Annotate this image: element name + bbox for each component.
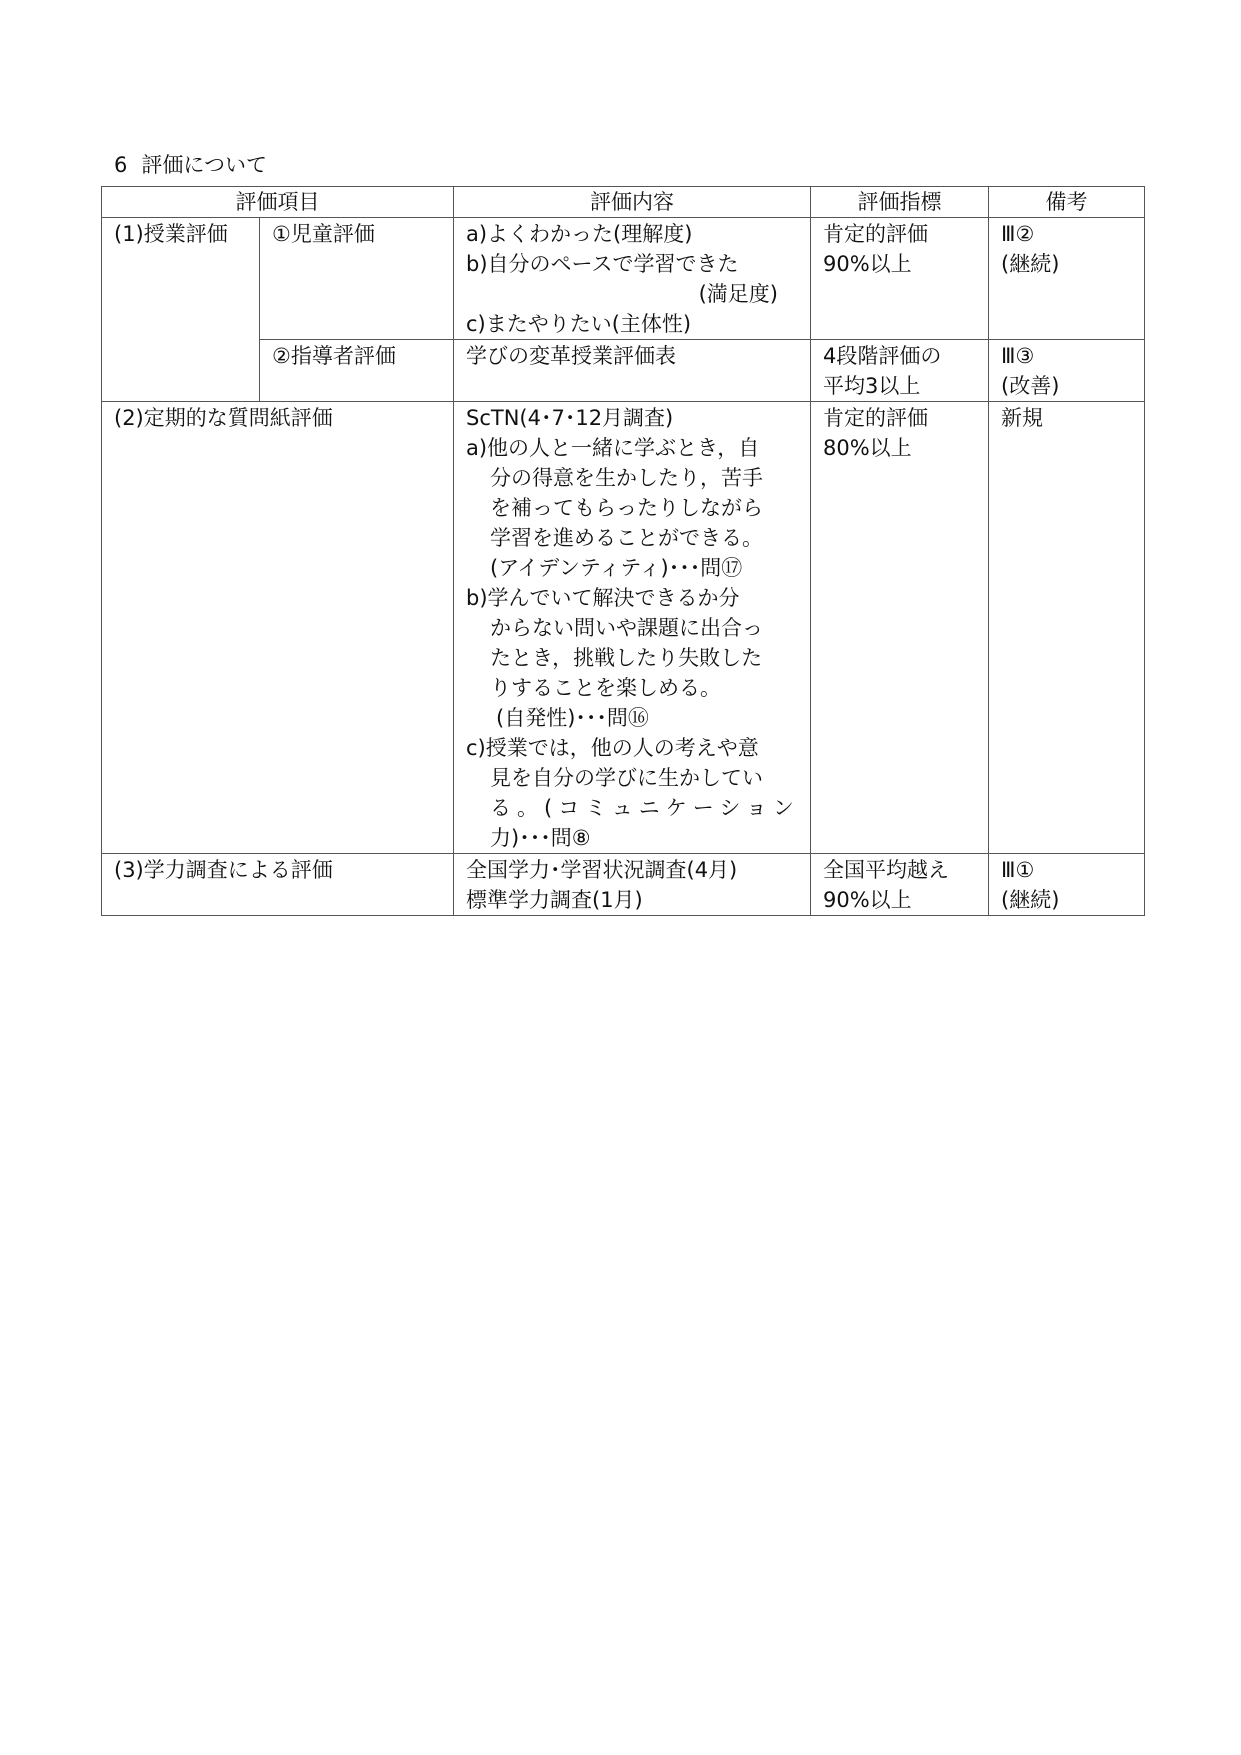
table-row bbox=[102, 402, 1145, 854]
remarks-line: (改善) bbox=[1001, 374, 1060, 398]
content-item-line: (アイデンティティ)･･･問⑰ bbox=[490, 556, 743, 580]
category-cell bbox=[102, 218, 260, 402]
content-item-line: る。(コミュニケーション bbox=[490, 796, 800, 820]
content-item-line: たとき，挑戦したり失敗した bbox=[490, 646, 763, 670]
category-label: (3)学力調査による評価 bbox=[114, 858, 333, 882]
content-item-line: 見を自分の学びに生かしてい bbox=[490, 766, 763, 790]
content-item-line: からない問いや課題に出合っ bbox=[490, 616, 763, 640]
indicator-cell bbox=[811, 218, 989, 340]
content-item-line: りすることを楽しめる。 bbox=[490, 676, 721, 700]
content-title: ScTN(4･7･12月調査) bbox=[466, 406, 674, 430]
content-item-head: c)授業では，他の人の考えや意 bbox=[466, 736, 759, 760]
remarks-line: Ⅲ① bbox=[1001, 858, 1035, 882]
indicator-cell bbox=[811, 402, 989, 854]
remarks-line: (継続) bbox=[1001, 252, 1060, 276]
indicator-line: 全国平均越え bbox=[823, 858, 949, 882]
sub-item-cell bbox=[260, 340, 454, 402]
content-item-line: (自発性)･･･問⑯ bbox=[496, 706, 649, 730]
remarks-line: (継続) bbox=[1001, 888, 1060, 912]
table-row bbox=[102, 854, 1145, 916]
content-line: 学びの変革授業評価表 bbox=[466, 344, 676, 368]
section-number: 6 bbox=[114, 153, 128, 177]
indicator-cell bbox=[811, 340, 989, 402]
content-item-head: a)他の人と一緒に学ぶとき，自 bbox=[466, 436, 760, 460]
content-item-line: を補ってもらったりしながら bbox=[490, 496, 763, 520]
header-indicator: 評価指標 bbox=[811, 187, 989, 218]
indicator-line: 80%以上 bbox=[823, 436, 912, 460]
evaluation-table bbox=[101, 186, 1145, 916]
remarks-cell bbox=[989, 854, 1145, 916]
sub-item-cell bbox=[260, 218, 454, 340]
content-item-line: 分の得意を生かしたり，苦手 bbox=[490, 466, 763, 490]
table-row bbox=[102, 218, 1145, 340]
indicator-line: 肯定的評価 bbox=[823, 222, 928, 246]
indicator-line: 平均3以上 bbox=[823, 374, 921, 398]
header-item: 評価項目 bbox=[102, 187, 454, 218]
content-cell bbox=[454, 402, 811, 854]
content-item-line: 学習を進めることができる。 bbox=[490, 526, 763, 550]
indicator-line: 90%以上 bbox=[823, 252, 912, 276]
remarks-line: Ⅲ② bbox=[1001, 222, 1035, 246]
content-line: (満足度) bbox=[698, 282, 778, 306]
content-line: c)またやりたい(主体性) bbox=[466, 312, 692, 336]
content-line: 全国学力･学習状況調査(4月) bbox=[466, 858, 738, 882]
content-cell bbox=[454, 218, 811, 340]
content-item-head: b)学んでいて解決できるか分 bbox=[466, 586, 740, 610]
section-title: 評価について bbox=[141, 153, 267, 177]
section-heading bbox=[114, 150, 267, 180]
content-line: a)よくわかった(理解度) bbox=[466, 222, 693, 246]
content-item-line: 力)･･･問⑧ bbox=[490, 826, 591, 850]
remarks-line: 新規 bbox=[1001, 406, 1043, 430]
category-cell bbox=[102, 402, 454, 854]
content-line: b)自分のペースで学習できた bbox=[466, 252, 739, 276]
sub-item-label: ②指導者評価 bbox=[272, 344, 396, 368]
indicator-line: 90%以上 bbox=[823, 888, 912, 912]
indicator-line: 肯定的評価 bbox=[823, 406, 928, 430]
category-cell bbox=[102, 854, 454, 916]
content-cell bbox=[454, 854, 811, 916]
header-remarks: 備考 bbox=[989, 187, 1145, 218]
remarks-cell bbox=[989, 218, 1145, 340]
category-label: (1)授業評価 bbox=[114, 222, 228, 246]
category-label: (2)定期的な質問紙評価 bbox=[114, 406, 333, 430]
remarks-cell bbox=[989, 402, 1145, 854]
sub-item-label: ①児童評価 bbox=[272, 222, 375, 246]
header-content: 評価内容 bbox=[454, 187, 811, 218]
remarks-line: Ⅲ③ bbox=[1001, 344, 1035, 368]
content-cell bbox=[454, 340, 811, 402]
remarks-cell bbox=[989, 340, 1145, 402]
indicator-cell bbox=[811, 854, 989, 916]
content-line: 標準学力調査(1月) bbox=[466, 888, 643, 912]
indicator-line: 4段階評価の bbox=[823, 344, 942, 368]
table-header-row bbox=[102, 187, 1145, 218]
